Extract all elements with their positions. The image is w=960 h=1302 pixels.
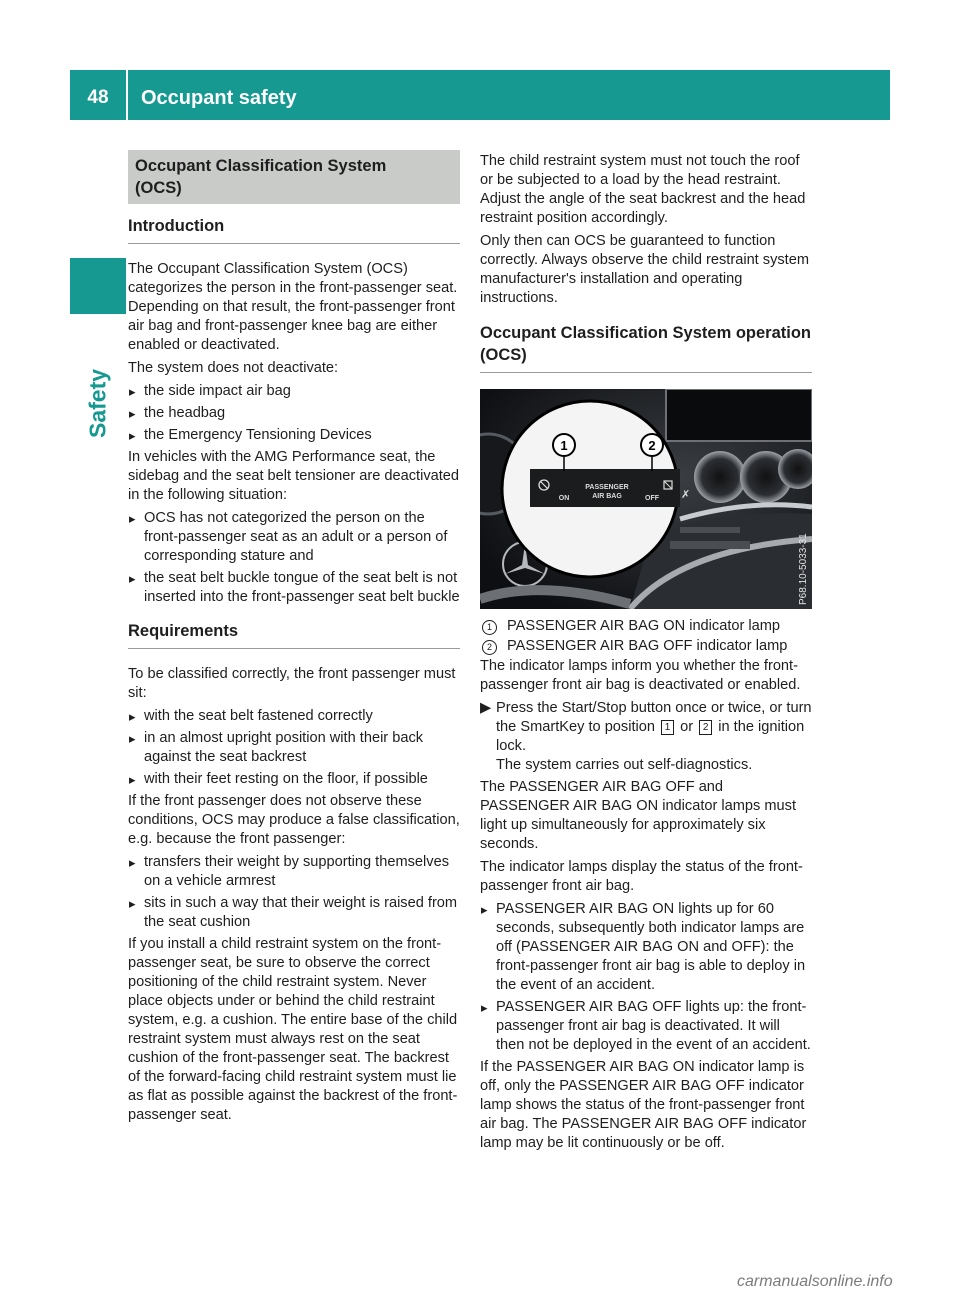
figure-legend <box>480 617 812 656</box>
inform-paragraph: The indicator lamps inform you whether the front-passenger front air bag is deactivated or enabled. <box>480 658 801 693</box>
legend-item: 2 PASSENGER AIR BAG OFF indicator lamp <box>480 637 812 656</box>
list-item: ▸ with the seat belt fastened correctly <box>128 707 460 726</box>
child-restraint-paragraph: If you install a child restraint system on the front-passenger seat, be sure to observe the correct positioning of the child restraint system. Never place objects under or behind the child restraint system, e.g. a cushion. The entire base of the child restraint system must always rest on the seat cushion of the front-passenger seat. The backrest of the forward-facing child restraint system must lie as flat as possible against the backrest of the front-passenger seat. <box>128 936 458 1123</box>
svg-text:AIR BAG: AIR BAG <box>592 493 622 500</box>
not-deactivate-list <box>128 382 460 445</box>
ocs-indicator-figure <box>480 389 812 609</box>
svg-text:ON: ON <box>558 495 570 502</box>
svg-text:2: 2 <box>648 438 656 453</box>
false-classification-list <box>128 853 460 932</box>
only-then-paragraph: Only then can OCS be guaranteed to function correctly. Always observe the child restraint system manufacturer's installation and operating instructions. <box>480 233 810 306</box>
status-paragraph: The indicator lamps display the status of the front-passenger front air bag. <box>480 859 803 894</box>
final-paragraph: If the PASSENGER AIR BAG ON indicator lamp is off, only the PASSENGER AIR BAG OFF indicator lamp shows the status of the front-passenger front air bag. The PASSENGER AIR BAG OFF indicator lamp may be lit continuously or be off. <box>480 1059 807 1151</box>
watermark: carmanualsonline.info <box>737 1273 893 1290</box>
status-list <box>480 900 812 1055</box>
air-vent-icon <box>694 451 746 503</box>
left-column <box>128 150 460 1129</box>
not-deactivate-paragraph: The system does not deactivate: <box>128 360 339 376</box>
key-position-2: 2 <box>699 720 712 735</box>
list-item: ▸ the Emergency Tensioning Devices <box>128 426 460 445</box>
section-title <box>128 150 460 204</box>
key-position-1: 1 <box>661 720 674 735</box>
svg-text:OFF: OFF <box>645 495 659 502</box>
intro-paragraph: The Occupant Classification System (OCS) categorizes the person in the front-passenger seat. Depending on that result, the front-passenger front air bag and front-passenger knee bag are either enabled or deactivated. <box>128 261 458 353</box>
section-title-line1: Occupant Classification System <box>135 157 387 175</box>
dashboard-illustration <box>480 389 812 609</box>
list-item: ▸ OCS has not categorized the person on the front-passenger seat as an adult or a person of corresponding stature and <box>128 509 460 566</box>
amg-list <box>128 509 460 607</box>
requirements-paragraph: To be classified correctly, the front passenger must sit: <box>128 666 456 701</box>
section-title-line2: (OCS) <box>135 179 182 197</box>
light-up-paragraph: The PASSENGER AIR BAG OFF and PASSENGER AIR BAG ON indicator lamps must light up simultaneously for approximately six seconds. <box>480 779 797 852</box>
roof-paragraph: The child restraint system must not touch the roof or be subjected to a load by the head restraint. Adjust the angle of the seat backrest and the head restraint position accordingly. <box>480 153 806 226</box>
list-item: ▸ transfers their weight by supporting themselves on a vehicle armrest <box>128 853 460 891</box>
passenger-icon: ✗ <box>681 489 691 501</box>
list-item: ▸ PASSENGER AIR BAG ON lights up for 60 seconds, subsequently both indicator lamps are off (PASSENGER AIR BAG ON and OFF): the front-passenger front air bag is able to deploy in the event of an accident. <box>480 900 812 995</box>
side-label: Safety <box>84 368 111 438</box>
list-item: ▸ the headbag <box>128 404 460 423</box>
list-item: ▸ the side impact air bag <box>128 382 460 401</box>
page-number: 48 <box>87 87 109 108</box>
side-tab <box>70 258 126 314</box>
figure-code: P68.10-5033-31 <box>798 533 809 605</box>
svg-text:PASSENGER: PASSENGER <box>585 484 629 491</box>
list-item: ▸ PASSENGER AIR BAG OFF lights up: the front-passenger front air bag is deactivated. It will then not be deployed in the event of an accident. <box>480 998 812 1055</box>
list-item: ▸ the seat belt buckle tongue of the seat belt is not inserted into the front-passenger seat belt buckle <box>128 569 460 607</box>
heading-rule <box>128 648 460 649</box>
arrow-icon: ▶︎ <box>480 700 492 716</box>
instruction-step: ▶︎ Press the Start/Stop button once or twice, or turn the SmartKey to position 1 or 2 in the ignition lock. The system carries out self-diagnostics. <box>480 700 812 773</box>
heading-rule <box>480 372 812 373</box>
operation-heading: Occupant Classification System operation (OCS) <box>480 324 811 364</box>
list-item: ▸ with their feet resting on the floor, if possible <box>128 770 460 789</box>
legend-item: 1 PASSENGER AIR BAG ON indicator lamp <box>480 617 812 636</box>
requirements-heading: Requirements <box>128 622 239 640</box>
heading-rule <box>128 243 460 244</box>
amg-paragraph: In vehicles with the AMG Performance seat, the sidebag and the seat belt tensioner are deactivated in the following situation: <box>128 449 460 503</box>
requirements-list <box>128 707 460 789</box>
header-divider <box>126 70 128 120</box>
intro-heading: Introduction <box>128 217 225 235</box>
chapter-title: Occupant safety <box>141 87 297 109</box>
list-item: ▸ sits in such a way that their weight is raised from the seat cushion <box>128 894 460 932</box>
right-column <box>480 152 812 1157</box>
svg-text:1: 1 <box>560 438 568 453</box>
list-item: ▸ in an almost upright position with their back against the seat backrest <box>128 729 460 767</box>
false-classification-paragraph: If the front passenger does not observe these conditions, OCS may produce a false classification, e.g. because the front passenger: <box>128 793 460 847</box>
display-screen <box>666 389 812 441</box>
